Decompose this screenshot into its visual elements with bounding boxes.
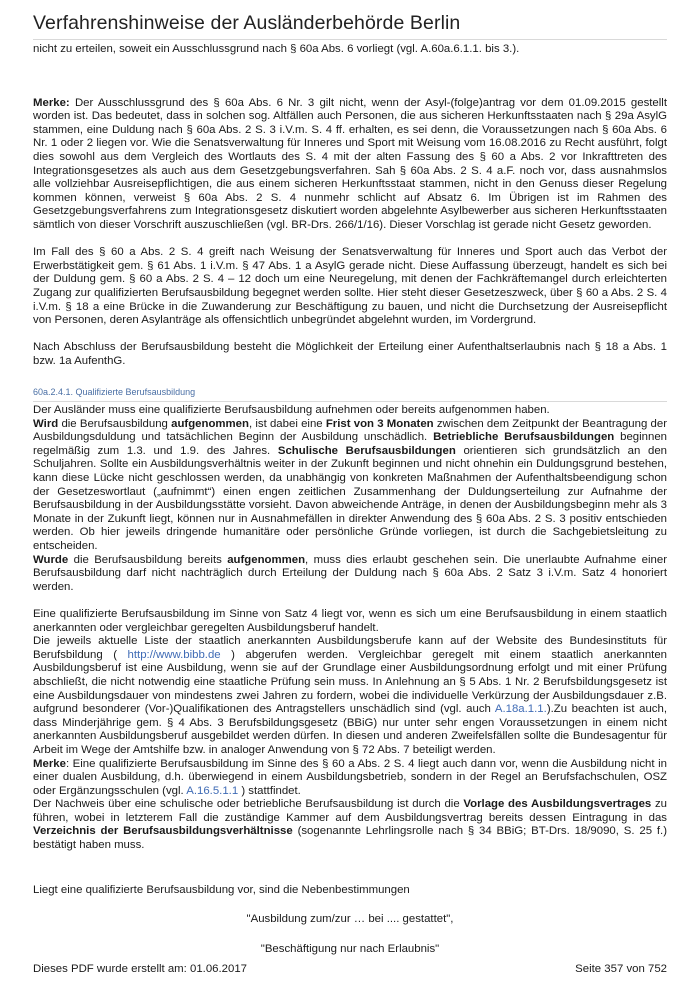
bibb-link[interactable]: http://www.bibb.de xyxy=(127,648,221,661)
text: beginnen regelmäßig zum 1.3. und 1.9. des Jahres. xyxy=(33,431,667,457)
bold-text: Frist von 3 Monaten xyxy=(325,417,434,430)
text: ).Zu beachten ist auch, dass Minderjährige gem. § 4 Abs. 3 Berufsbildungsgesetz (BBiG) nur unter sehr engen Voraussetzungen in einem nicht anerkannten Ausbildungsberuf ausgebildet werden dürfen. In diesen und anderen Zweifelsfällen sollte die Bundesagentur für Arbeit im Wege der Amtshilfe bzw. in analoger Anwendung von § 72 Abs. 7 beteiligt werden. xyxy=(33,703,667,756)
text: die Berufsausbildung xyxy=(58,417,172,430)
merke-paragraph xyxy=(33,758,667,799)
merke-label: Merke: xyxy=(33,96,70,109)
text: orientieren sich grundsätzlich an den Schuljahren. Sollte ein Ausbildungsverhältnis weiter in der Zukunft beginnen und nicht ohnehin ein Duldungsgrund bestehen, kann diese Lücke nicht geschlossen werden, da unabhängig von konkreten Maßnahmen der Aufenthaltsbeendigung schon der Gesetzeswortlaut („aufnimmt“) einen engen zeitlichen Zusammenhang der Duldungserteilung zur Aufnahme der Berufsausbildung in der Ausbildungsstätte vorsieht. Davon abweichende Anträge, in denen der Ausbildungsbeginn mehr als 3 Monate in der Zukunft liegt, können nur in Ausnahmefällen in direkter Anwendung des § 60a Abs. 2 S. 3 positiv entschieden werden. Ob hier jeweils dringende humanitäre oder persönliche Gründe vorliegen, ist durch die Sachgebietsleitung zu entscheiden. xyxy=(33,444,667,552)
text: , muss dies erlaubt geschehen sein. Die unerlaubte Aufnahme einer Berufsausbildung darf nicht nachträglich durch Erteilung der Duldung nach § 60a Abs. 2 Satz 3 i.V.m. Satz 4 honoriert werden. xyxy=(33,553,667,593)
page-title: Verfahrenshinweise der Ausländerbehörde Berlin xyxy=(33,12,461,34)
paragraph: Nach Abschluss der Berufsausbildung besteht die Möglichkeit der Erteilung einer Aufenthaltserlaubnis nach § 18 a Abs. 1 bzw. 1a AufenthG. xyxy=(33,341,667,367)
created-date: Dieses PDF wurde erstellt am: 01.06.2017 xyxy=(33,963,247,975)
text: Die jeweils aktuelle Liste der staatlich anerkannten Ausbildungsberufe kann auf der Website des Bundesinstituts für Berufsbildung ( xyxy=(33,635,667,661)
bold-text: Vorlage des Ausbildungsvertrages xyxy=(463,798,652,811)
quote-line: "Ausbildung zum/zur … bei .... gestattet", xyxy=(246,913,454,926)
paragraph: Liegt eine qualifizierte Berufsausbildung vor, sind die Nebenbestimmungen xyxy=(33,883,410,896)
bold-text: Schulische Berufsausbildungen xyxy=(277,444,456,457)
bold-text: aufgenommen xyxy=(171,417,249,430)
document-body xyxy=(33,43,667,956)
merke-paragraph xyxy=(33,97,667,233)
text: (sogenannte Lehrlingsrolle nach § 34 BBiG; BT-Drs. 18/9090, S. 25 f.) bestätigt haben muss. xyxy=(33,825,667,852)
text: Der Nachweis über eine schulische oder betriebliche Berufsausbildung ist durch die xyxy=(33,798,464,811)
page-footer xyxy=(33,963,667,975)
bold-text: Wird xyxy=(33,417,59,430)
text: zwischen dem Zeitpunkt der Beantragung der Ausbildungsduldung und tatsächlichen Beginn der Ausbildung unschädlich. xyxy=(33,417,668,444)
page-header xyxy=(33,12,667,40)
merke-label: Merke xyxy=(33,757,66,770)
bold-text: Betriebliche Berufsausbildungen xyxy=(433,431,615,444)
reference-link[interactable]: A.16.5.1.1 xyxy=(186,784,239,797)
paragraph xyxy=(33,418,667,554)
quote-line: "Beschäftigung nur nach Erlaubnis" xyxy=(260,942,440,955)
bold-text: Wurde xyxy=(33,553,69,566)
text: die Berufsausbildung bereits xyxy=(68,553,228,566)
page-number: Seite 357 von 752 xyxy=(575,963,667,975)
reference-link[interactable]: A.18a.1.1. xyxy=(494,703,547,716)
merke-text: Der Ausschlussgrund des § 60a Abs. 6 Nr. 3 gilt nicht, wenn der Asyl-(folge)antrag vor dem 01.09.2015 gestellt worden ist. Das bedeutet, dass in solchen sog. Altfällen auch Personen, die aus sicheren Herkunftsstaaten nach § 29a AsylG stammen, eine Duldung nach § 60a Abs. 2 S. 3 i.V.m. S. 4 ff. erhalten, es sei denn, die Voraussetzungen nach § 60a Abs. 6 Nr. 1 oder 2 liegen vor. Wie die Senatsverwaltung für Inneres und Sport mit Weisung vom 16.08.2016 zu Recht ausführt, folgt dies sowohl aus dem Vergleich des Wortlauts des S. 4 mit der alten Fassung des § 60 a Abs. 2 vor Inkrafttreten des Integrationsgesetzes als auch aus dem Gesetzgebungsverfahren. Sah § 60a Abs. 2 S. 4 a.F. noch vor, dass ausnahmslos alle vollziehbar Ausreisepflichtigen, die aus einem sicheren Herkunftsstaat stammen, nicht in den Genuss dieser Regelung kommen können, verweist § 60a Abs. 2 S. 4 nunmehr schlicht auf Absatz 6. Im Übrigen ist im Rahmen des Gesetzgebungsverfahrens zum Integrationsgesetz diskutiert worden abgelehnte Asylbewerber aus sicheren Herkunftsstaaten sämtlich von dieser Vorschrift auszuschließen (vgl. BR-Drs. 266/1/16). Dieser Vorschlag ist gerade nicht Gesetz geworden. xyxy=(33,96,667,231)
text: , ist dabei eine xyxy=(248,417,326,430)
bold-text: Verzeichnis der Berufsausbildungsverhältnisse xyxy=(33,825,293,838)
section-heading: 60a.2.4.1. Qualifizierte Berufsausbildung xyxy=(33,386,667,402)
text: zu führen, wobei in letzterem Fall die zuständige Kammer auf dem Ausbildungsvertrag bereits dessen Eintragung in das xyxy=(33,798,668,824)
paragraph xyxy=(33,798,667,852)
paragraph xyxy=(33,635,667,757)
text: : Eine qualifizierte Berufsausbildung im Sinne des § 60 a Abs. 2 S. 4 liegt auch dann vor, wenn die Ausbildung nicht in einer dualen Ausbildung, d.h. überwiegend in einem Ausbildungsbetrieb, sondern in der Regel an Berufsfachschulen, OSZ oder Ergänzungsschulen (vgl. xyxy=(33,757,667,797)
paragraph: Der Ausländer muss eine qualifizierte Berufsausbildung aufnehmen oder bereits aufgenommen haben. xyxy=(33,404,550,417)
paragraph: Im Fall des § 60 a Abs. 2 S. 4 greift nach Weisung der Senatsverwaltung für Inneres und Sport auch das Verbot der Erwerbstätigkeit gem. § 61 Abs. 1 i.V.m. § 47 Abs. 1 a AsylG gerade nicht. Diese Auffassung überzeugt, handelt es sich bei der Duldung gem. § 60 a Abs. 2 S. 4 – 12 doch um eine Neuregelung, mit denen der Fachkräftemangel durch erleichterten Zugang zur qualifizierten Berufsausbildung begegnet werden sollte. Hier steht dieser Gesetzeszweck, über § 60 a Abs. 2 S. 4 i.V.m. § 18 a eine Brücke in die Zuwanderung zur Beschäftigung zu bauen, und nicht die Durchsetzung der Ausreisepflicht von Personen, deren Asylanträge als offensichtlich unbegründet abgelehnt wurden, im Vordergrund. xyxy=(33,246,667,327)
paragraph xyxy=(33,554,667,595)
bold-text: aufgenommen xyxy=(227,553,306,566)
text: ) abgerufen werden. Vergleichbar geregelt mit einem staatlich anerkannten Ausbildungsberuf ist eine Ausbildung, wenn sie auf der Grundlage einer Ausbildungsordnung erfolgt und mit einer Prüfung abschließt, die nicht notwendig eine staatliche Prüfung sein muss. In Anlehnung an § 5 Abs. 1 Nr. 2 Berufsbildungsgesetz ist eine Ausbildungsdauer von mindestens zwei Jahren zu fordern, wobei die individuelle Verkürzung der Ausbildungsdauer z.B. aufgrund besonderer (Vor-)Qualifikationen des Antragstellers unschädlich sind (vgl. auch xyxy=(33,648,667,716)
text: ) stattfindet. xyxy=(238,784,301,797)
paragraph: nicht zu erteilen, soweit ein Ausschlussgrund nach § 60a Abs. 6 vorliegt (vgl. A.60a.6.1.1. bis 3.). xyxy=(33,43,520,55)
paragraph: Eine qualifizierte Berufsausbildung im Sinne von Satz 4 liegt vor, wenn es sich um eine Berufsausbildung in einem staatlich anerkannten oder vergleichbar geregelten Ausbildungsberuf handelt. xyxy=(33,607,667,634)
